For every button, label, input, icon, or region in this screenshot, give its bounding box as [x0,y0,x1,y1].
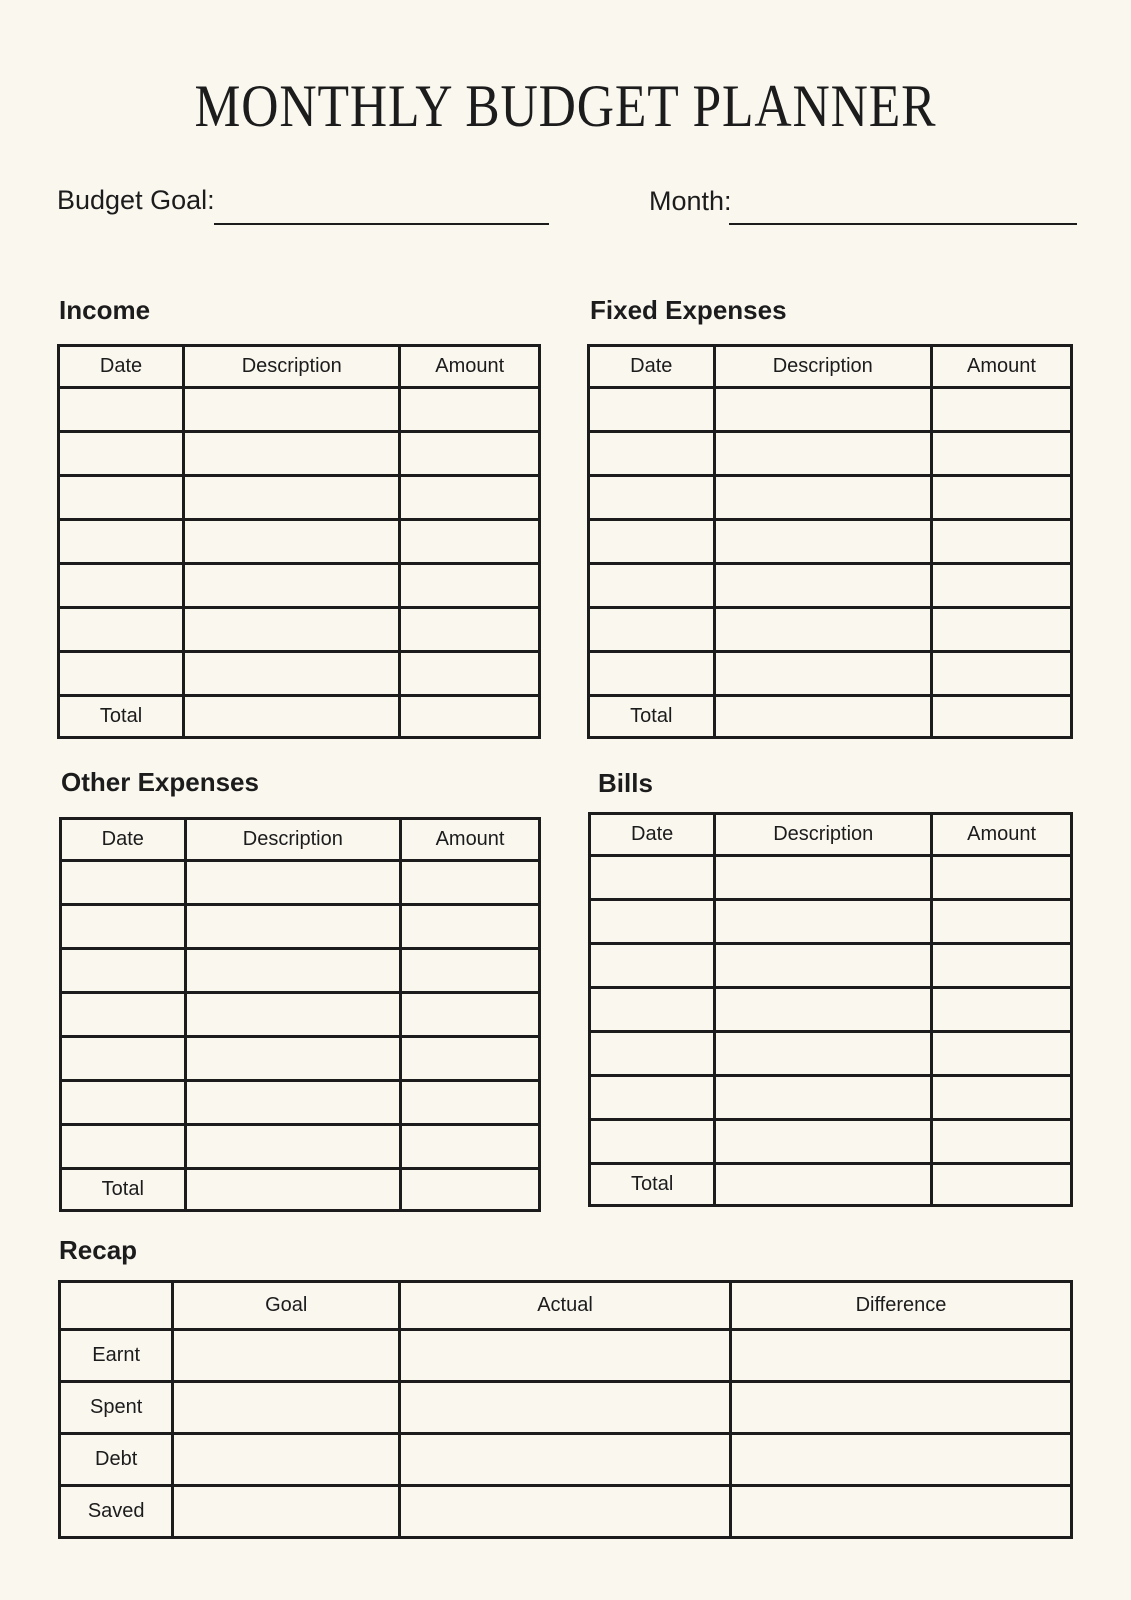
amount-cell[interactable] [401,1037,540,1081]
date-cell[interactable] [589,652,715,696]
amount-cell[interactable] [401,949,540,993]
total-amount-cell[interactable] [931,696,1071,738]
amount-cell[interactable] [400,520,540,564]
column-header-date: Date [61,819,186,861]
budget-goal-input-line[interactable] [214,223,549,225]
recap-row-earnt [60,1330,1072,1382]
entry-row [589,476,1072,520]
description-cell[interactable] [185,905,401,949]
date-cell[interactable] [61,1037,186,1081]
month-label: Month: [649,186,732,216]
total-amount-cell[interactable] [932,1164,1072,1206]
bills-table [588,812,1073,1207]
entry-row [589,652,1072,696]
description-cell[interactable] [715,856,932,900]
description-cell[interactable] [714,388,931,432]
date-cell[interactable] [589,476,715,520]
total-label-cell: Total [589,696,715,738]
description-cell[interactable] [185,993,401,1037]
description-cell[interactable] [715,900,932,944]
description-cell[interactable] [184,520,400,564]
entry-row [61,905,540,949]
amount-cell[interactable] [932,1076,1072,1120]
date-cell[interactable] [590,988,715,1032]
column-header-date: Date [59,346,184,388]
total-description-cell[interactable] [185,1169,401,1211]
date-cell[interactable] [590,856,715,900]
entry-row [59,388,540,432]
description-cell[interactable] [185,949,401,993]
amount-cell[interactable] [931,608,1071,652]
entry-row [590,1120,1072,1164]
description-cell[interactable] [715,1032,932,1076]
recap-table [58,1280,1073,1539]
amount-cell[interactable] [401,1081,540,1125]
date-cell[interactable] [59,564,184,608]
description-cell[interactable] [714,476,931,520]
recap-goal-cell[interactable] [173,1434,400,1486]
recap-column-goal: Goal [173,1282,400,1330]
amount-cell[interactable] [931,520,1071,564]
description-cell[interactable] [185,1081,401,1125]
recap-difference-cell[interactable] [730,1434,1071,1486]
income-table [57,344,541,739]
entry-row [590,944,1072,988]
date-cell[interactable] [59,520,184,564]
recap-row-spent [60,1382,1072,1434]
description-cell[interactable] [184,608,400,652]
total-description-cell[interactable] [184,696,400,738]
fixed-expenses-table [587,344,1073,739]
entry-row [59,564,540,608]
description-cell[interactable] [184,564,400,608]
recap-header-row [60,1282,1072,1330]
date-cell[interactable] [59,388,184,432]
description-cell[interactable] [185,1037,401,1081]
date-cell[interactable] [61,1081,186,1125]
entry-row [61,1037,540,1081]
total-amount-cell[interactable] [400,696,540,738]
entry-row [589,520,1072,564]
description-cell[interactable] [715,988,932,1032]
recap-goal-cell[interactable] [173,1382,400,1434]
description-cell[interactable] [184,476,400,520]
date-cell[interactable] [589,564,715,608]
total-row [59,696,540,738]
recap-row-label: Spent [60,1382,173,1434]
entry-row [589,388,1072,432]
recap-corner-cell [60,1282,173,1330]
recap-row-debt [60,1434,1072,1486]
date-cell[interactable] [59,476,184,520]
amount-cell[interactable] [400,476,540,520]
column-header-amount: Amount [931,346,1071,388]
total-row [61,1169,540,1211]
date-cell[interactable] [589,608,715,652]
entry-row [61,949,540,993]
section-heading-income: Income [59,295,151,325]
recap-actual-cell[interactable] [400,1434,731,1486]
entry-row [589,432,1072,476]
section-heading-other-expenses: Other Expenses [61,767,259,797]
recap-row-saved [60,1486,1072,1538]
entry-row [590,1076,1072,1120]
date-cell[interactable] [590,1076,715,1120]
entry-row [59,608,540,652]
recap-row-label: Debt [60,1434,173,1486]
amount-cell[interactable] [931,564,1071,608]
description-cell[interactable] [715,944,932,988]
entry-row [59,476,540,520]
date-cell[interactable] [590,1032,715,1076]
entry-row [590,988,1072,1032]
amount-cell[interactable] [932,988,1072,1032]
entry-row [59,652,540,696]
recap-column-actual: Actual [400,1282,731,1330]
month-input-line[interactable] [729,223,1077,225]
amount-cell[interactable] [932,1032,1072,1076]
entry-row [61,993,540,1037]
amount-cell[interactable] [400,432,540,476]
date-cell[interactable] [59,652,184,696]
total-description-cell[interactable] [715,1164,932,1206]
amount-cell[interactable] [400,652,540,696]
recap-difference-cell[interactable] [730,1486,1071,1538]
other-expenses-table [59,817,541,1212]
entry-row [589,564,1072,608]
total-row [590,1164,1072,1206]
description-cell[interactable] [714,520,931,564]
header-row [589,346,1072,388]
entry-row [59,520,540,564]
description-cell[interactable] [184,388,400,432]
date-cell[interactable] [590,1120,715,1164]
amount-cell[interactable] [932,944,1072,988]
description-cell[interactable] [714,564,931,608]
entry-row [61,1125,540,1169]
recap-actual-cell[interactable] [400,1486,731,1538]
date-cell[interactable] [61,905,186,949]
amount-cell[interactable] [931,432,1071,476]
budget-goal-label: Budget Goal: [57,185,215,215]
description-cell[interactable] [184,652,400,696]
description-cell[interactable] [714,608,931,652]
amount-cell[interactable] [401,993,540,1037]
total-description-cell[interactable] [714,696,931,738]
description-cell[interactable] [714,432,931,476]
column-header-description: Description [185,819,401,861]
total-amount-cell[interactable] [401,1169,540,1211]
entry-row [590,900,1072,944]
recap-goal-cell[interactable] [173,1330,400,1382]
recap-actual-cell[interactable] [400,1330,731,1382]
entry-row [59,432,540,476]
amount-cell[interactable] [400,608,540,652]
amount-cell[interactable] [932,856,1072,900]
total-label-cell: Total [590,1164,715,1206]
recap-row-label: Earnt [60,1330,173,1382]
column-header-date: Date [590,814,715,856]
date-cell[interactable] [61,993,186,1037]
amount-cell[interactable] [400,564,540,608]
entry-row [590,856,1072,900]
column-header-date: Date [589,346,715,388]
date-cell[interactable] [61,1125,186,1169]
amount-cell[interactable] [401,1125,540,1169]
description-cell[interactable] [715,1076,932,1120]
total-label-cell: Total [59,696,184,738]
recap-difference-cell[interactable] [730,1382,1071,1434]
date-cell[interactable] [589,388,715,432]
section-heading-recap: Recap [59,1235,138,1265]
header-row [59,346,540,388]
page-title: MONTHLY BUDGET PLANNER [194,73,937,139]
date-cell[interactable] [590,900,715,944]
entry-row [589,608,1072,652]
total-label-cell: Total [61,1169,186,1211]
amount-cell[interactable] [932,900,1072,944]
amount-cell[interactable] [931,388,1071,432]
date-cell[interactable] [589,520,715,564]
date-cell[interactable] [59,608,184,652]
recap-column-difference: Difference [730,1282,1071,1330]
section-heading-fixed-expenses: Fixed Expenses [590,295,787,325]
recap-goal-cell[interactable] [173,1486,400,1538]
amount-cell[interactable] [401,861,540,905]
description-cell[interactable] [184,432,400,476]
description-cell[interactable] [185,1125,401,1169]
date-cell[interactable] [589,432,715,476]
column-header-amount: Amount [401,819,540,861]
date-cell[interactable] [590,944,715,988]
column-header-description: Description [715,814,932,856]
column-header-amount: Amount [400,346,540,388]
total-row [589,696,1072,738]
recap-row-label: Saved [60,1486,173,1538]
amount-cell[interactable] [401,905,540,949]
entry-row [61,1081,540,1125]
column-header-amount: Amount [932,814,1072,856]
description-cell[interactable] [185,861,401,905]
description-cell[interactable] [714,652,931,696]
recap-difference-cell[interactable] [730,1330,1071,1382]
date-cell[interactable] [61,861,186,905]
description-cell[interactable] [715,1120,932,1164]
amount-cell[interactable] [400,388,540,432]
date-cell[interactable] [61,949,186,993]
section-heading-bills: Bills [598,768,653,798]
header-row [590,814,1072,856]
entry-row [61,861,540,905]
amount-cell[interactable] [931,652,1071,696]
recap-actual-cell[interactable] [400,1382,731,1434]
date-cell[interactable] [59,432,184,476]
entry-row [590,1032,1072,1076]
column-header-description: Description [184,346,400,388]
amount-cell[interactable] [932,1120,1072,1164]
amount-cell[interactable] [931,476,1071,520]
header-row [61,819,540,861]
column-header-description: Description [714,346,931,388]
